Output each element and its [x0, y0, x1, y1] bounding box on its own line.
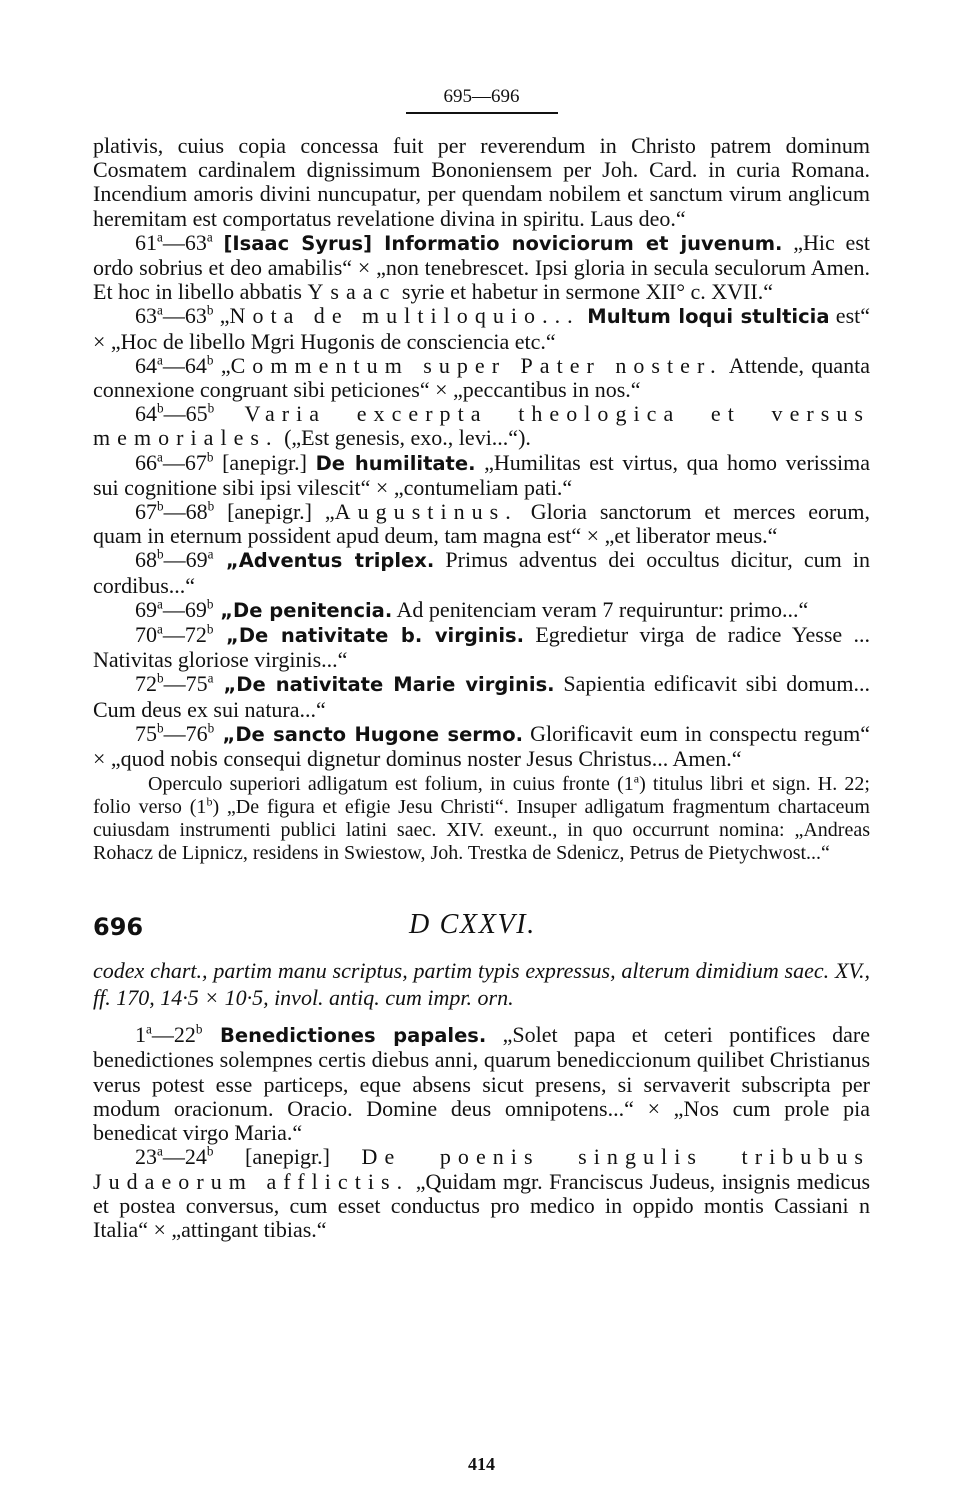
- entry-70a-72b: 70$^a$—72$^b$ „De nativitate b. virginis. Egredietur virga de radice Yesse ... Nativitas gloriose virginis...“: [93, 621, 870, 673]
- section-title: D CXXVI.: [409, 909, 536, 941]
- entry-69a-69b: 69$^a$—69$^b$ „De penitencia. Ad penitenciam veram 7 requiruntur: primo...“: [135, 596, 809, 622]
- note-paragraph: Operculo superiori adligatum est folium, in cuius fronte (1$^a$) titulus libri et sign. H. 22; folio verso (1$^b$) „De figura et efigie Jesu Christi“. Insuper adligatum fragmentum chartaceum cuiusdam instrumenti publici latini saec. XIV. exeunt., in quo occurrunt nomina: „Andreas Rohacz de Lipnicz, residens in Swiestow, Joh. Trestka de Sdenicz, Petrus de Pietychwost...“: [93, 771, 870, 865]
- binding-note: [93, 773, 870, 865]
- entry-72b-75a: 72$^b$—75$^a$ „De nativitate Marie virginis. Sapientia edificavit sibi domum... Cum deus ex sui natura...“: [93, 671, 870, 722]
- entry-heading: Multum loqui stulticia: [579, 305, 830, 329]
- entry-64b-65b: 64$^b$—65$^b$ Varia excerpta theologica et versus memoriales. („Est genesis, exo., levi...“).: [93, 400, 870, 451]
- main-text: [93, 134, 870, 771]
- entry-heading: „Adventus triplex.: [213, 549, 435, 573]
- entry-63a-63b: 63$^a$—63$^b$ „Nota de multiloquio... Multum loqui stulticia est“ × „Hoc de libello Mgri Hugonis de consciencia etc.“: [93, 303, 871, 354]
- entry-heading: „De nativitate b. virginis.: [213, 624, 525, 648]
- section-number: 696: [93, 913, 144, 942]
- entry-64a-64b: 64$^a$—64$^b$ „Commentum super Pater noster. Attende, quanta connexione congruant sibi peticiones“ × „peccantibus in nos.“: [93, 352, 870, 403]
- section-text: [93, 1023, 870, 1242]
- entry-23a-24b: 23$^a$—24$^b$ [anepigr.] De poenis singulis tribubus Judaeorum afflictis. „Quidam mgr. Franciscus Judeus, insignis medicus et postea conversus, cum esset conductus pro medico in oppido montis Cassiani n Italia“ × „attingant tibias.“: [93, 1143, 871, 1242]
- page: [93, 86, 871, 1474]
- codex-description: codex chart., partim manu scriptus, partim typis expressus, alterum dimidium saec. XV., ff. 170, 14·5 × 10·5, invol. antiq. cum impr. orn.: [93, 958, 870, 1011]
- entry-heading: „De sancto Hugone sermo.: [214, 722, 524, 746]
- entry-75b-76b: 75$^b$—76$^b$ „De sancto Hugone sermo. Glorificavit eum in conspectu regum“ × „quod nobis consequi dignetur dominus noster Jesus Christus... Amen.“: [93, 720, 870, 772]
- entry-68b-69a: 68$^b$—69$^a$ „Adventus triplex. Primus adventus dei occultus dicitur, cum in cordibus...“: [93, 547, 870, 598]
- entry-heading: Benedictiones papales.: [202, 1024, 487, 1048]
- entry-heading: „De penitencia.: [213, 598, 393, 622]
- entry-66a-67b: 66$^a$—67$^b$ [anepigr.] De humilitate. „Humilitas est virtus, qua homo verissima sui cognitione sibi ipsi vilescit“ × „contumeliam pati.“: [93, 449, 870, 500]
- entry-heading: [Isaac Syrus] Informatio noviciorum et juvenum.: [223, 231, 783, 255]
- intro-paragraph: plativis, cuius copia concessa fuit per reverendum in Christo patrem dominum Cosmatem cardinalem dignissimum Bononiensem per Joh. Card. in curia Romana. Incendium amoris divini nuncupatur, per quendam nobilem et sanctum virum anglicum heremitam est comportatus revelatione divina in spiritu. Laus deo.“: [93, 133, 870, 231]
- page-number: 414: [468, 1454, 495, 1474]
- running-head: 695—696: [443, 86, 520, 107]
- section-header: [93, 905, 870, 957]
- entry-1a-22b: 1$^a$—22$^b$ Benedictiones papales. „Solet papa et ceteri pontifices dare benedictiones solempnes certis diebus anni, quarum benediccionum quilibet Christianus verus potest esse particeps, eque absens sicut presens, si servaverit subscripta per modum oracionum. Oracio. Domine deus omnipotens...“ × „Nos cum prole pia benedicat virgo Maria.“: [93, 1021, 870, 1146]
- entry-heading: De humilitate.: [315, 451, 476, 475]
- entry-61a-63a: 61$^a$—63$^a$ [Isaac Syrus] Informatio noviciorum et juvenum. „Hic est ordo sobrius et deo amabilis“ × „non tenebrescet. Ipsi gloria in secula seculorum Amen. Et hoc in libello abbatis Ysaac syrie et habetur in sermone XII° c. XVII.“: [93, 229, 870, 305]
- head-rule: [406, 112, 558, 114]
- entry-67b-68b: 67$^b$—68$^b$ [anepigr.] „Augustinus. Gloria sanctorum et merces eorum, quam in eternum possident apud deum, tam magna est“ × „et liberator meus.“: [93, 498, 870, 549]
- entry-heading: „De nativitate Marie virginis.: [213, 673, 555, 697]
